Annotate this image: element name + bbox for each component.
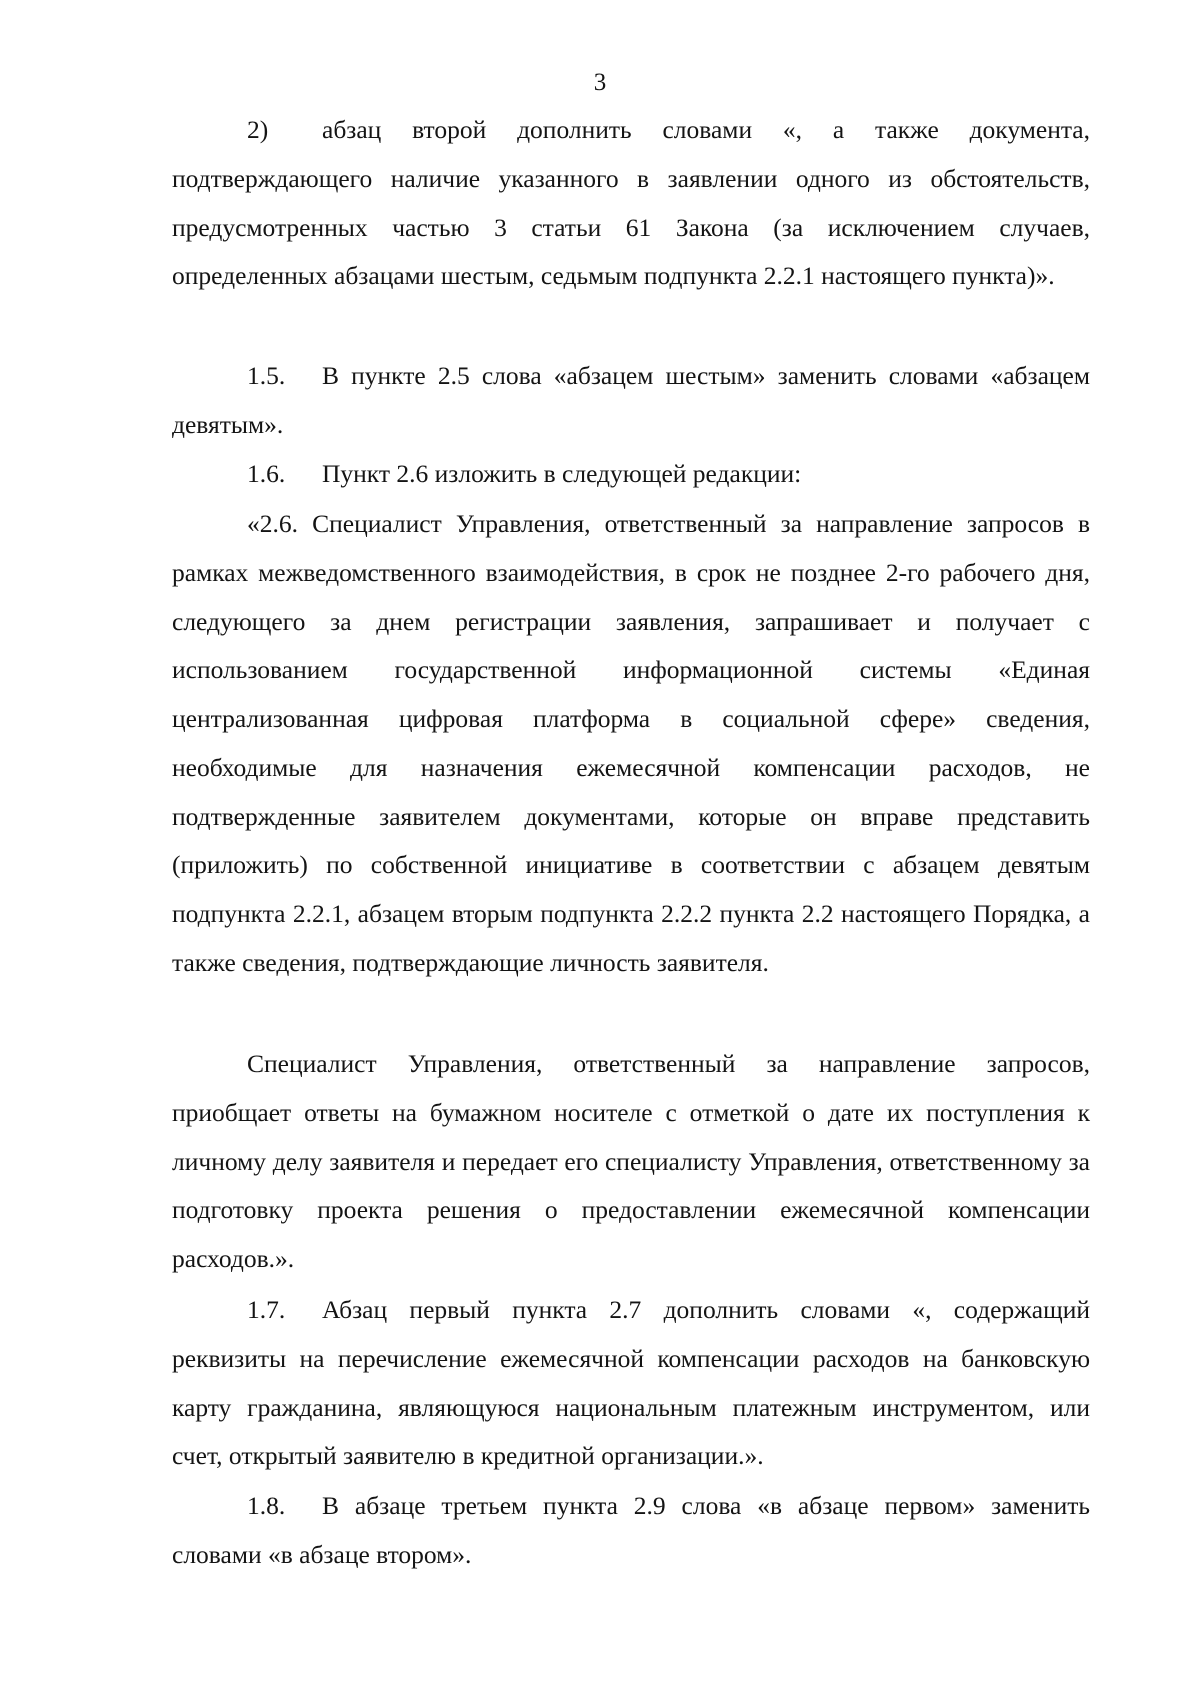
paragraph-text: абзац второй дополнить словами «, а также документа, подтверждающего наличие указанного в заявлении одного из обстоятельств, предусмотренных частью 3 статьи 61 Закона (за исключением случаев, определенных абзацами шестым, седьмым подпункта 2.2.1 настоящего пункта)». <box>172 115 1090 291</box>
paragraph-number: 1.7. <box>247 1295 286 1324</box>
page-number: 3 <box>593 69 607 96</box>
paragraph-item-1-5 <box>172 352 1090 450</box>
paragraph-number: 1.8. <box>247 1491 286 1520</box>
paragraph-text: Пункт 2.6 изложить в следующей редакции: <box>322 459 802 488</box>
paragraph-text: Абзац первый пункта 2.7 дополнить словами «, содержащий реквизиты на перечисление ежемесячной компенсации расходов на банковскую карту гражданина, являющуюся национальным платежным инструментом, или счет, открытый заявителю в кредитной организации.». <box>172 1295 1090 1471</box>
paragraph-item-1-6 <box>172 450 1090 499</box>
paragraph-text: Специалист Управления, ответственный за направление запросов, приобщает ответы на бумажном носителе с отметкой о дате их поступления к личному делу заявителя и передает его специалисту Управления, ответственному за подготовку проекта решения о предоставлении ежемесячной компенсации расходов.». <box>172 1049 1090 1273</box>
paragraph-text: В пункте 2.5 слова «абзацем шестым» заменить словами «абзацем девятым». <box>172 361 1090 439</box>
paragraph-specialist-attachment <box>172 1040 1090 1284</box>
paragraph-item-1-7 <box>172 1286 1090 1481</box>
paragraph-point-2-6 <box>172 500 1090 988</box>
paragraph-item-2 <box>172 106 1090 301</box>
paragraph-item-1-8 <box>172 1482 1090 1580</box>
paragraph-number: 1.6. <box>247 459 286 488</box>
paragraph-number: 2) <box>247 115 269 144</box>
paragraph-text: В абзаце третьем пункта 2.9 слова «в абзаце первом» заменить словами «в абзаце втором». <box>172 1491 1090 1569</box>
paragraph-text: «2.6. Специалист Управления, ответственный за направление запросов в рамках межведомственного взаимодействия, в срок не позднее 2-го рабочего дня, следующего за днем регистрации заявления, запрашивает и получает с использованием государственной информационной системы «Единая централизованная цифровая платформа в социальной сфере» сведения, необходимые для назначения ежемесячной компенсации расходов, не подтвержденные заявителем документами, которые он вправе представить (приложить) по собственной инициативе в соответствии с абзацем девятым подпункта 2.2.1, абзацем вторым подпункта 2.2.2 пункта 2.2 настоящего Порядка, а также сведения, подтверждающие личность заявителя. <box>172 509 1090 977</box>
paragraph-number: 1.5. <box>247 361 286 390</box>
